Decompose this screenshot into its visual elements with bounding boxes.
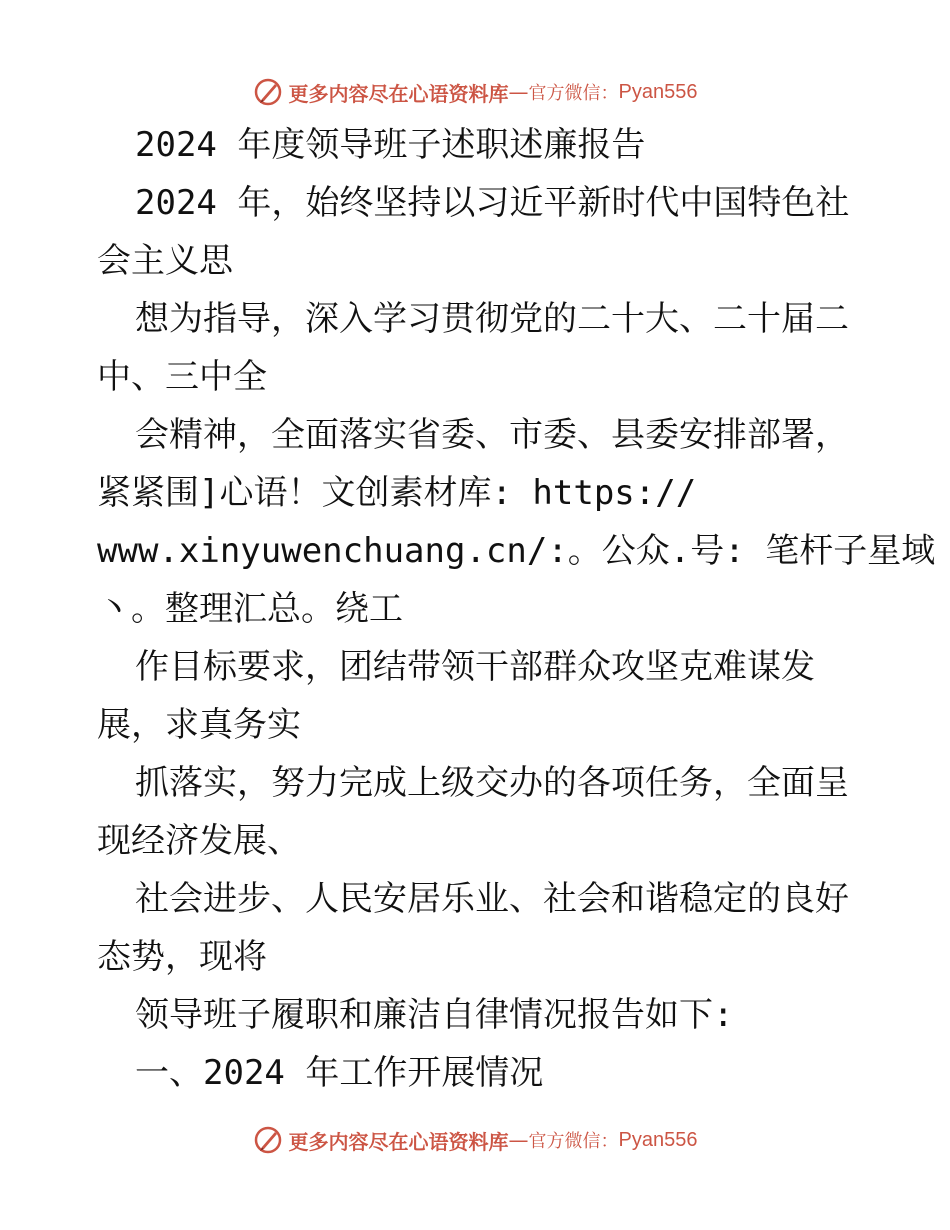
paragraph-line: 想为指导，深入学习贯彻党的二十大、二十届二 bbox=[135, 299, 849, 339]
paragraph-line: 会精神，全面落实省委、市委、县委安排部署， bbox=[135, 415, 849, 455]
header-watermark bbox=[0, 72, 950, 112]
paragraph-line: 会主义思 bbox=[97, 241, 233, 281]
paragraph-line: 作目标要求，团结带领干部群众攻坚克难谋发 bbox=[135, 647, 815, 687]
paragraph-line: 丶。整理汇总。绕工 bbox=[97, 589, 403, 629]
quill-pen-circle-icon bbox=[253, 1125, 283, 1155]
paragraph-line: 展，求真务实 bbox=[97, 705, 301, 745]
watermark-wechat-id: Pyan556 bbox=[618, 80, 698, 103]
quill-pen-circle-icon bbox=[253, 77, 283, 107]
footer-watermark bbox=[0, 1120, 950, 1160]
document-title: 2024 年度领导班子述职述廉报告 bbox=[135, 125, 646, 165]
watermark-separator: — bbox=[508, 80, 529, 104]
paragraph-line: 态势，现将 bbox=[97, 937, 267, 977]
paragraph-line: 中、三中全 bbox=[97, 357, 267, 397]
paragraph-line: 紧紧围]心语！文创素材库: https:// bbox=[97, 473, 697, 513]
paragraph-line: 抓落实，努力完成上级交办的各项任务，全面呈 bbox=[135, 763, 849, 803]
paragraph-line: 社会进步、人民安居乐业、社会和谐稳定的良好 bbox=[135, 879, 849, 919]
watermark-site-text: 更多内容尽在心语资料库 bbox=[288, 81, 509, 106]
section-heading: 一、2024 年工作开展情况 bbox=[135, 1053, 544, 1093]
watermark-wechat-label: 官方微信： bbox=[528, 83, 619, 104]
paragraph-line: www.xinyuwenchuang.cn/:。公众.号: 笔杆子星域 bbox=[97, 531, 936, 571]
paragraph-line: 现经济发展、 bbox=[97, 821, 301, 861]
watermark-separator: — bbox=[508, 1128, 529, 1152]
watermark-site-text: 更多内容尽在心语资料库 bbox=[288, 1129, 509, 1154]
watermark-wechat-id: Pyan556 bbox=[618, 1128, 698, 1151]
watermark-wechat-label: 官方微信： bbox=[528, 1131, 619, 1152]
paragraph-line: 2024 年，始终坚持以习近平新时代中国特色社 bbox=[135, 183, 850, 223]
paragraph-line: 领导班子履职和廉洁自律情况报告如下: bbox=[135, 995, 734, 1035]
document-body bbox=[97, 116, 936, 1102]
